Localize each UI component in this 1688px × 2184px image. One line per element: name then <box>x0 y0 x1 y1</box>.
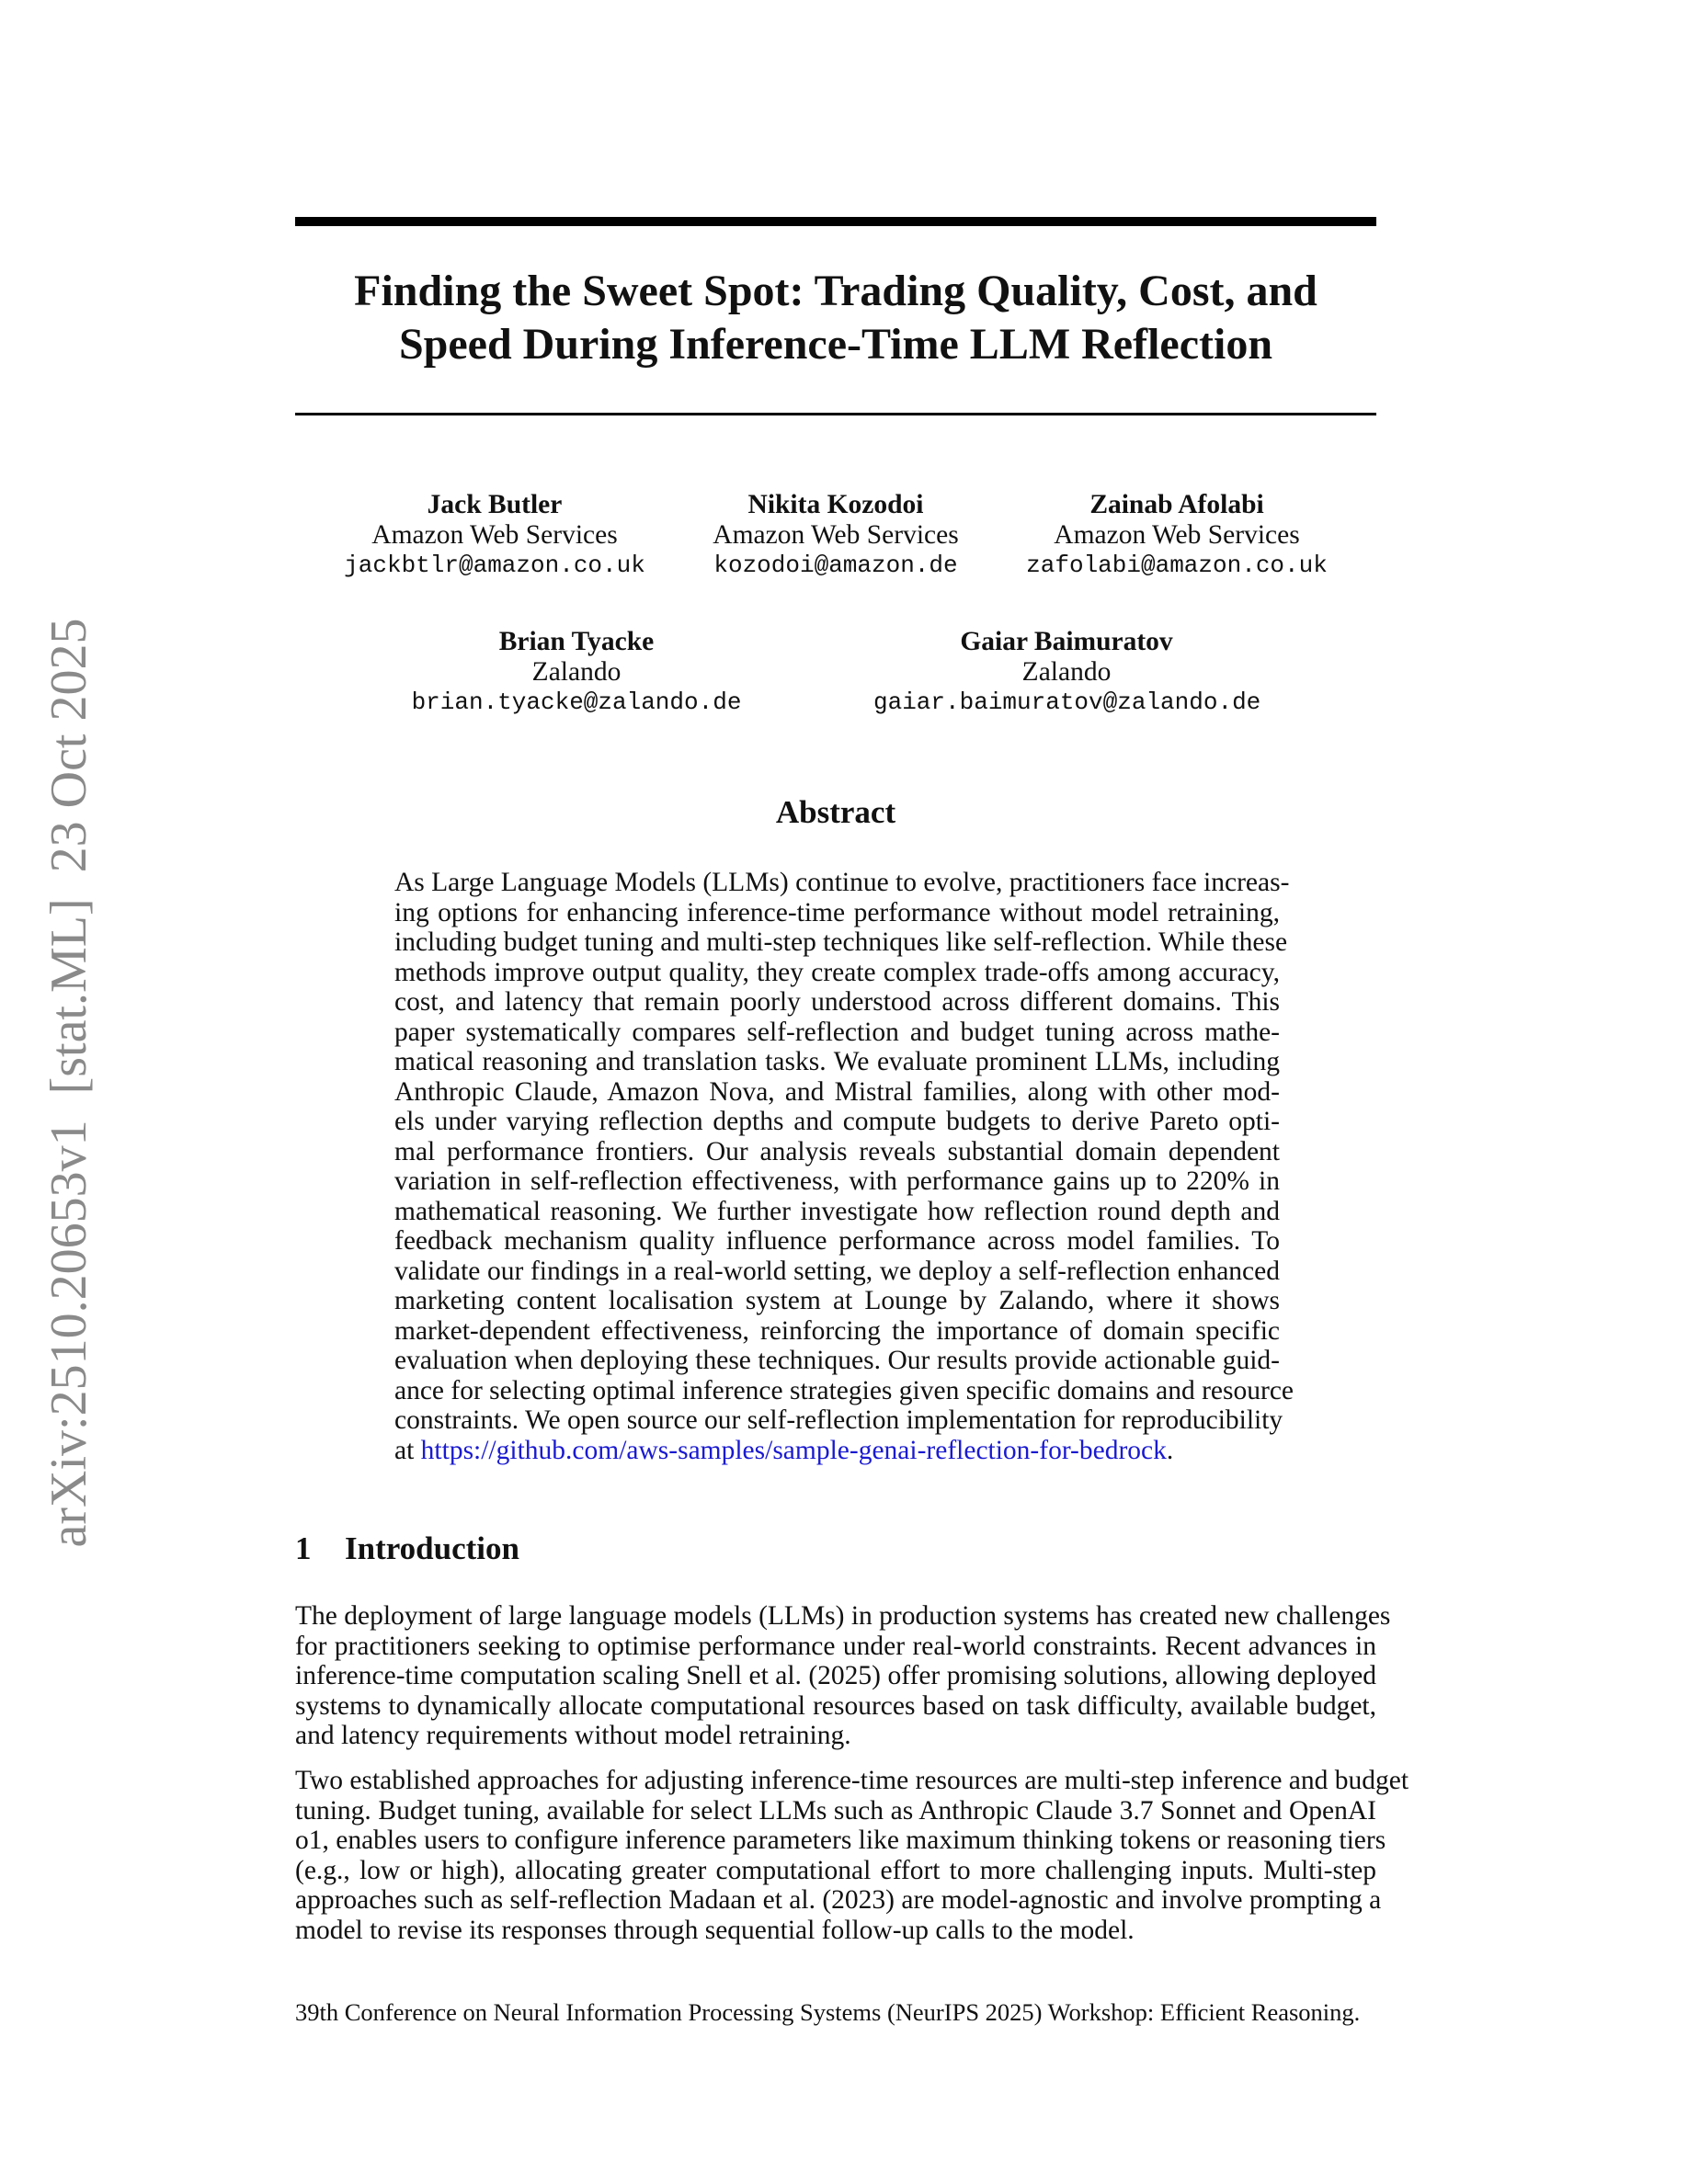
text-line: Anthropic Claude, Amazon Nova, and Mistral families, along with other mod- <box>394 1076 1280 1107</box>
text-line: ance for selecting optimal inference strategies given specific domains and resource <box>394 1375 1295 1405</box>
text-line <box>394 1436 1280 1466</box>
text-line: o1, enables users to configure inference parameters like maximum thinking tokens or reasoning tiers <box>295 1826 1386 1856</box>
author-email[interactable]: jackbtlr@amazon.co.uk <box>344 552 645 579</box>
author-email[interactable]: zafolabi@amazon.co.uk <box>1026 552 1328 579</box>
author-block <box>984 490 1370 581</box>
author-email[interactable]: brian.tyacke@zalando.de <box>411 688 742 716</box>
text-line: inference-time computation scaling Snell et al. (2025) offer promising solutions, allowing deployed <box>295 1661 1376 1691</box>
text-fragment: at <box>394 1435 421 1465</box>
text-line: methods improve output quality, they create complex trade-offs among accuracy, <box>394 957 1280 987</box>
text-line: els under varying reflection depths and compute budgets to derive Pareto opti- <box>394 1107 1280 1136</box>
title-line: Speed During Inference-Time LLM Reflection <box>398 320 1273 369</box>
text-line: As Large Language Models (LLMs) continue to evolve, practitioners face increas- <box>394 868 1290 897</box>
abstract-heading: Abstract <box>775 794 896 830</box>
title-bottom-rule <box>295 413 1376 415</box>
conference-footnote: 39th Conference on Neural Information Processing Systems (NeurIPS 2025) Workshop: Efficient Reasoning. <box>295 1998 1361 2026</box>
text-line: tuning. Budget tuning, available for select LLMs such as Anthropic Claude 3.7 Sonnet and OpenAI <box>295 1795 1376 1826</box>
text-line: (e.g., low or high), allocating greater computational effort to more challenging inputs. Multi-step <box>295 1855 1376 1885</box>
section-number: 1 <box>295 1530 312 1566</box>
text-line: The deployment of large language models (LLMs) in production systems has created new challenges <box>295 1601 1391 1631</box>
text-line: mal performance frontiers. Our analysis reveals substantial domain dependent <box>394 1136 1280 1166</box>
title-top-rule <box>295 217 1376 226</box>
author-name: Jack Butler <box>427 490 563 519</box>
text-line: variation in self-reflection effectiveness, with performance gains up to 220% in <box>394 1166 1280 1196</box>
text-line: ing options for enhancing inference-time performance without model retraining, <box>394 897 1280 927</box>
text-line: paper systematically compares self-reflection and budget tuning across mathe- <box>394 1017 1280 1047</box>
text-line: evaluation when deploying these techniques. Our results provide actionable guid- <box>394 1346 1280 1375</box>
arxiv-side-stamp: arXiv:2510.20653v1 [stat.ML] 23 Oct 2025 <box>40 618 97 1548</box>
author-name: Nikita Kozodoi <box>747 490 924 519</box>
author-name: Zainab Afolabi <box>1089 490 1264 519</box>
author-affiliation: Zalando <box>1021 657 1112 687</box>
author-block <box>873 627 1260 718</box>
author-affiliation: Amazon Web Services <box>1054 520 1300 550</box>
text-line: marketing content localisation system at Lounge by Zalando, where it shows <box>394 1286 1280 1315</box>
author-block <box>302 490 688 581</box>
text-line: Two established approaches for adjusting inference-time resources are multi-step inference and budget <box>295 1766 1409 1795</box>
section-heading-introduction <box>295 1530 519 1567</box>
author-affiliation: Zalando <box>531 657 622 687</box>
title-line: Finding the Sweet Spot: Trading Quality, Cost, and <box>354 267 1317 315</box>
text-line: cost, and latency that remain poorly understood across different domains. This <box>394 987 1280 1017</box>
text-line: and latency requirements without model retraining. <box>295 1721 851 1751</box>
author-affiliation: Amazon Web Services <box>371 520 618 550</box>
text-line: model to revise its responses through sequential follow-up calls to the model. <box>295 1915 1135 1945</box>
github-repo-link[interactable]: https://github.com/aws-samples/sample-genai-reflection-for-bedrock <box>420 1435 1167 1465</box>
author-email[interactable]: kozodoi@amazon.de <box>713 552 958 579</box>
text-line: for practitioners seeking to optimise performance under real-world constraints. Recent advances in <box>295 1631 1376 1661</box>
author-block <box>643 490 1029 581</box>
text-line: systems to dynamically allocate computational resources based on task difficulty, available budget, <box>295 1690 1376 1721</box>
abstract-body <box>394 868 1295 1465</box>
text-line: market-dependent effectiveness, reinforcing the importance of domain specific <box>394 1315 1280 1346</box>
intro-paragraph <box>295 1601 1391 1751</box>
author-email[interactable]: gaiar.baimuratov@zalando.de <box>873 688 1261 716</box>
text-line: mathematical reasoning. We further investigate how reflection round depth and <box>394 1196 1280 1226</box>
author-name: Brian Tyacke <box>498 627 655 656</box>
author-affiliation: Amazon Web Services <box>713 520 959 550</box>
text-line: approaches such as self-reflection Madaan et al. (2023) are model-agnostic and involve prompting a <box>295 1885 1382 1916</box>
text-line: matical reasoning and translation tasks. We evaluate prominent LLMs, including <box>394 1047 1280 1076</box>
section-title: Introduction <box>345 1530 519 1566</box>
text-line: validate our findings in a real-world setting, we deploy a self-reflection enhanced <box>394 1256 1280 1286</box>
text-line: constraints. We open source our self-reflection implementation for reproducibility <box>394 1405 1283 1435</box>
intro-paragraph <box>295 1766 1409 1946</box>
paper-title <box>295 265 1376 371</box>
text-fragment: . <box>1166 1435 1174 1465</box>
text-line: feedback mechanism quality influence performance across model families. To <box>394 1226 1280 1256</box>
author-block <box>383 627 770 718</box>
text-line: including budget tuning and multi-step techniques like self-reflection. While these <box>394 927 1288 957</box>
author-name: Gaiar Baimuratov <box>960 627 1173 656</box>
